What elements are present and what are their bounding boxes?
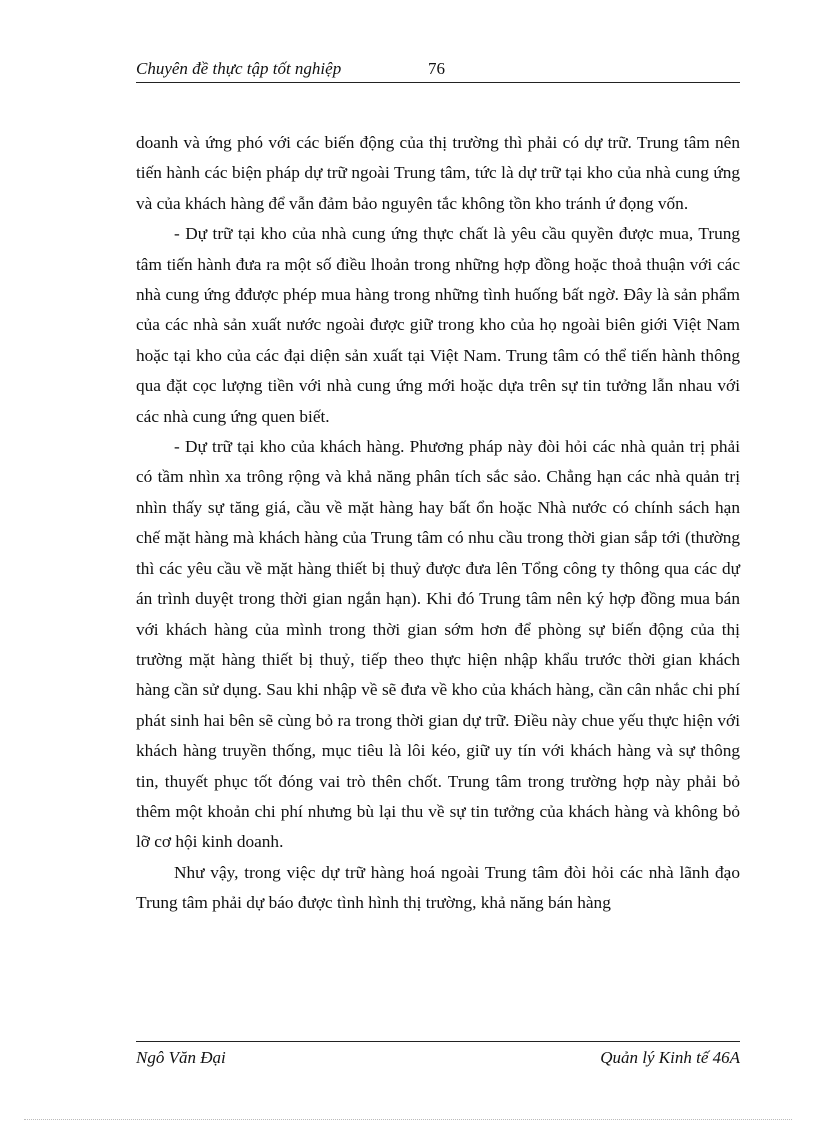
paragraph-continuation: doanh và ứng phó với các biến động của thị trường thì phải có dự trữ. Trung tâm nên tiến hành các biện pháp dự trữ ngoài Trung tâm, tức là dự trữ tại kho của nhà cung ứng và của khách hàng để vẫn đảm bảo nguyên tắc không tồn kho tránh ứ đọng vốn. [136,133,740,213]
paragraph-conclusion: Như vậy, trong việc dự trữ hàng hoá ngoài Trung tâm đòi hỏi các nhà lãnh đạo Trung tâm phải dự báo được tình hình thị trường, khả năng bán hàng [136,862,740,913]
footer-class: Quản lý Kinh tế 46A [600,1048,740,1067]
page-header [136,56,740,83]
body-text [136,128,740,919]
paragraph-customer-reserve: - Dự trữ tại kho của khách hàng. Phương pháp này đòi hỏi các nhà quản trị phải có tầm nhìn xa trông rộng và khả năng phân tích sắc sảo. Chẳng hạn các nhà quản trị nhìn thấy sự tăng giá, cầu về mặt hàng hay bất ổn hoặc Nhà nước có chính sách hạn chế mặt hàng mà khách hàng của Trung tâm có nhu cầu trong thời gian sắp tới (thường thì các yêu cầu về mặt hàng thiết bị thuỷ được đưa lên Tổng công ty thông qua các dự án trình duyệt trong thời gian ngắn hạn). Khi đó Trung tâm nên ký hợp đồng mua bán với khách hàng của mình trong thời gian sớm hơn để phòng sự biến động của thị trường mặt hàng thiết bị thuỷ, tiếp theo thực hiện nhập khẩu trước thời gian khách hàng cần sử dụng. Sau khi nhập về sẽ đưa về kho của khách hàng, cần cân nhắc chi phí phát sinh hai bên sẽ cùng bỏ ra trong thời gian dự trữ. Điều này chue yếu thực hiện với khách hàng truyền thống, mục tiêu là lôi kéo, giữ uy tín với khách hàng và sự thông tin, thuyết phục tốt đóng vai trò thên chốt. Trung tâm trong trường hợp này phải bỏ thêm một khoản chi phí nhưng bù lại thu về sự tin tưởng của khách hàng và không bỏ lỡ cơ hội kinh doanh. [136,437,740,852]
page-number: 76 [428,59,445,78]
header-title: Chuyên đề thực tập tốt nghiệp [136,59,342,78]
page-footer [136,1041,740,1067]
paragraph-supplier-reserve: - Dự trữ tại kho của nhà cung ứng thực chất là yêu cầu quyền được mua, Trung tâm tiến hành đưa ra một số điều lhoản trong những hợp đồng hoặc thoả thuận với các nhà cung ứng đđược phép mua hàng trong những tình huống bất ngờ. Đây là sản phẩm của các nhà sản xuất nước ngoài được giữ trong kho của họ ngoài biên giới Việt Nam hoặc tại kho của các đại diện sản xuất tại Việt Nam. Trung tâm có thể tiến hành thông qua đặt cọc lượng tiền với nhà cung ứng mới hoặc dựa trên sự tin tưởng lẫn nhau với các nhà cung ứng quen biết. [136,224,740,426]
footer-author: Ngô Văn Đại [136,1048,226,1067]
page-bottom-dotted-line [24,1119,792,1120]
